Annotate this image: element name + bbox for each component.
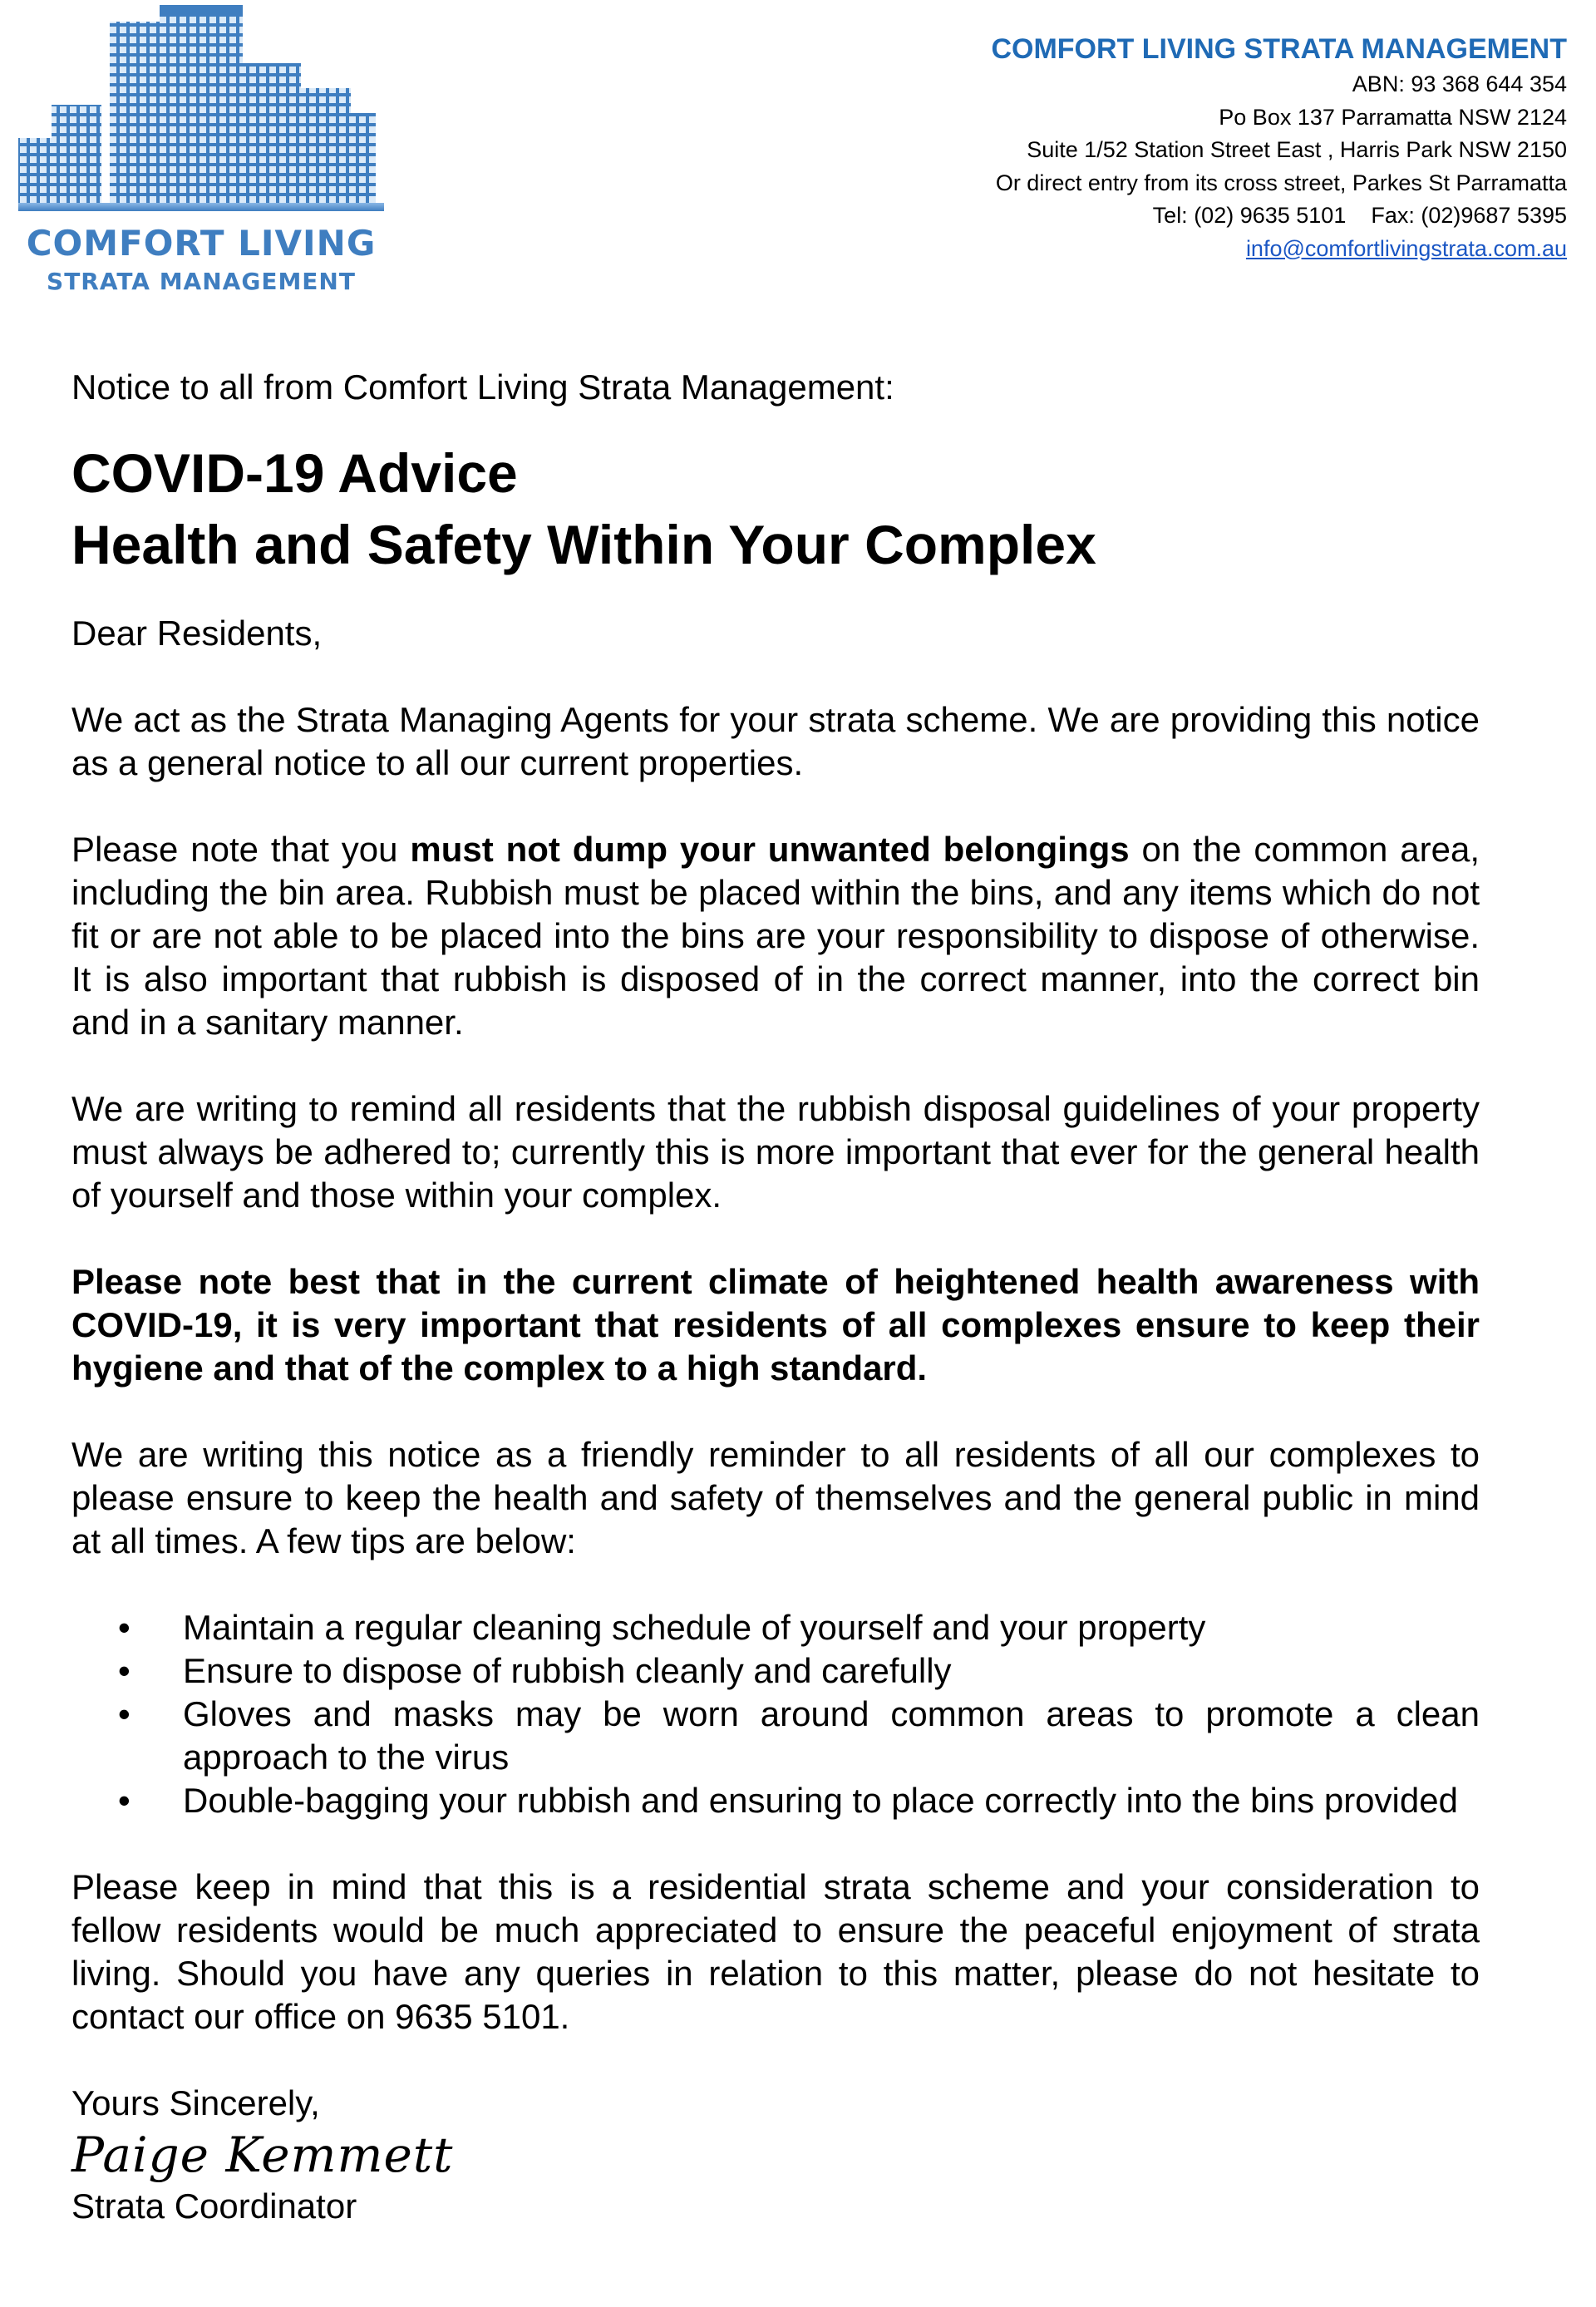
paragraph-dumping: [71, 828, 1480, 1044]
list-item: • Maintain a regular cleaning schedule of yourself and your property: [183, 1606, 1480, 1649]
letter-title-line1: COVID-19 Advice: [71, 442, 518, 504]
letter-salutation: Dear Residents,: [71, 614, 323, 653]
logo-name: COMFORT LIVING: [26, 223, 377, 264]
company-cross-street: Or direct entry from its cross street, Parkes St Parramatta: [995, 170, 1567, 195]
paragraph-dumping-start: Please note that you: [71, 830, 411, 869]
letter-intro: Notice to all from Comfort Living Strata Management:: [71, 367, 894, 407]
paragraph-hygiene: Please note best that in the current climate of heightened health awareness with COVID-19, it is very important that residents of all complexes ensure to keep their hygiene and that of the complex to a high standard.: [71, 1262, 1480, 1388]
company-email-link[interactable]: info@comfortlivingstrata.com.au: [1245, 235, 1567, 261]
company-abn: ABN: 93 368 644 354: [1352, 71, 1567, 96]
company-po-box: Po Box 137 Parramatta NSW 2124: [1219, 104, 1567, 130]
signer-title: Strata Coordinator: [71, 2186, 357, 2226]
tips-list: [71, 1606, 1480, 1822]
paragraph-dumping-emphasis: must not dump your unwanted belongings: [410, 830, 1130, 869]
list-item: • Double-bagging your rubbish and ensuring to place correctly into the bins provided: [183, 1779, 1480, 1822]
list-item: • Ensure to dispose of rubbish cleanly and carefully: [183, 1649, 1480, 1693]
company-header: [991, 30, 1567, 265]
letter-closing: Yours Sincerely,: [71, 2083, 320, 2122]
signature: Paige Kemmett: [71, 2127, 454, 2183]
letter-title-line2: Health and Safety Within Your Complex: [71, 514, 1096, 575]
list-item: • Gloves and masks may be worn around common areas to promote a clean approach to the virus: [183, 1693, 1480, 1779]
company-logo: [18, 5, 384, 298]
paragraph-guidelines: We are writing to remind all residents that the rubbish disposal guidelines of your property must always be adhered to; currently this is more important that ever for the general health of yourself and those within your complex.: [71, 1089, 1480, 1215]
paragraph-dumping-rest: on the common area, including the bin area. Rubbish must be placed within the bins, and any items which do not fit or are not able to be placed into the bins are your responsibility to dispose of otherwise. It is also important that rubbish is disposed of in the correct manner, into the correct bin and in a sanitary manner.: [71, 830, 1480, 1042]
letter-title: [71, 437, 1480, 580]
company-suite-address: Suite 1/52 Station Street East , Harris Park NSW 2150: [1027, 137, 1567, 162]
logo-subtitle: STRATA MANAGEMENT: [47, 268, 356, 295]
building-logo-icon: [18, 5, 384, 223]
company-name: COMFORT LIVING STRATA MANAGEMENT: [991, 33, 1567, 65]
letter-body: [71, 366, 1480, 2228]
paragraph-consideration: Please keep in mind that this is a residential strata scheme and your consideration to fellow residents would be much appreciated to ensure the peaceful enjoyment of strata living. Should you have any queries in relation to this matter, please do not hesitate to contact our office on 9635 5101.: [71, 1867, 1480, 2036]
paragraph-reminder: We are writing this notice as a friendly reminder to all residents of all our complexes to please ensure to keep the health and safety of themselves and the general public in mind at all times. A few tips are below:: [71, 1435, 1480, 1560]
paragraph-agents: We act as the Strata Managing Agents for your strata scheme. We are providing this notice as a general notice to all our current properties.: [71, 700, 1480, 782]
company-phone-fax: Tel: (02) 9635 5101 Fax: (02)9687 5395: [1152, 203, 1567, 228]
